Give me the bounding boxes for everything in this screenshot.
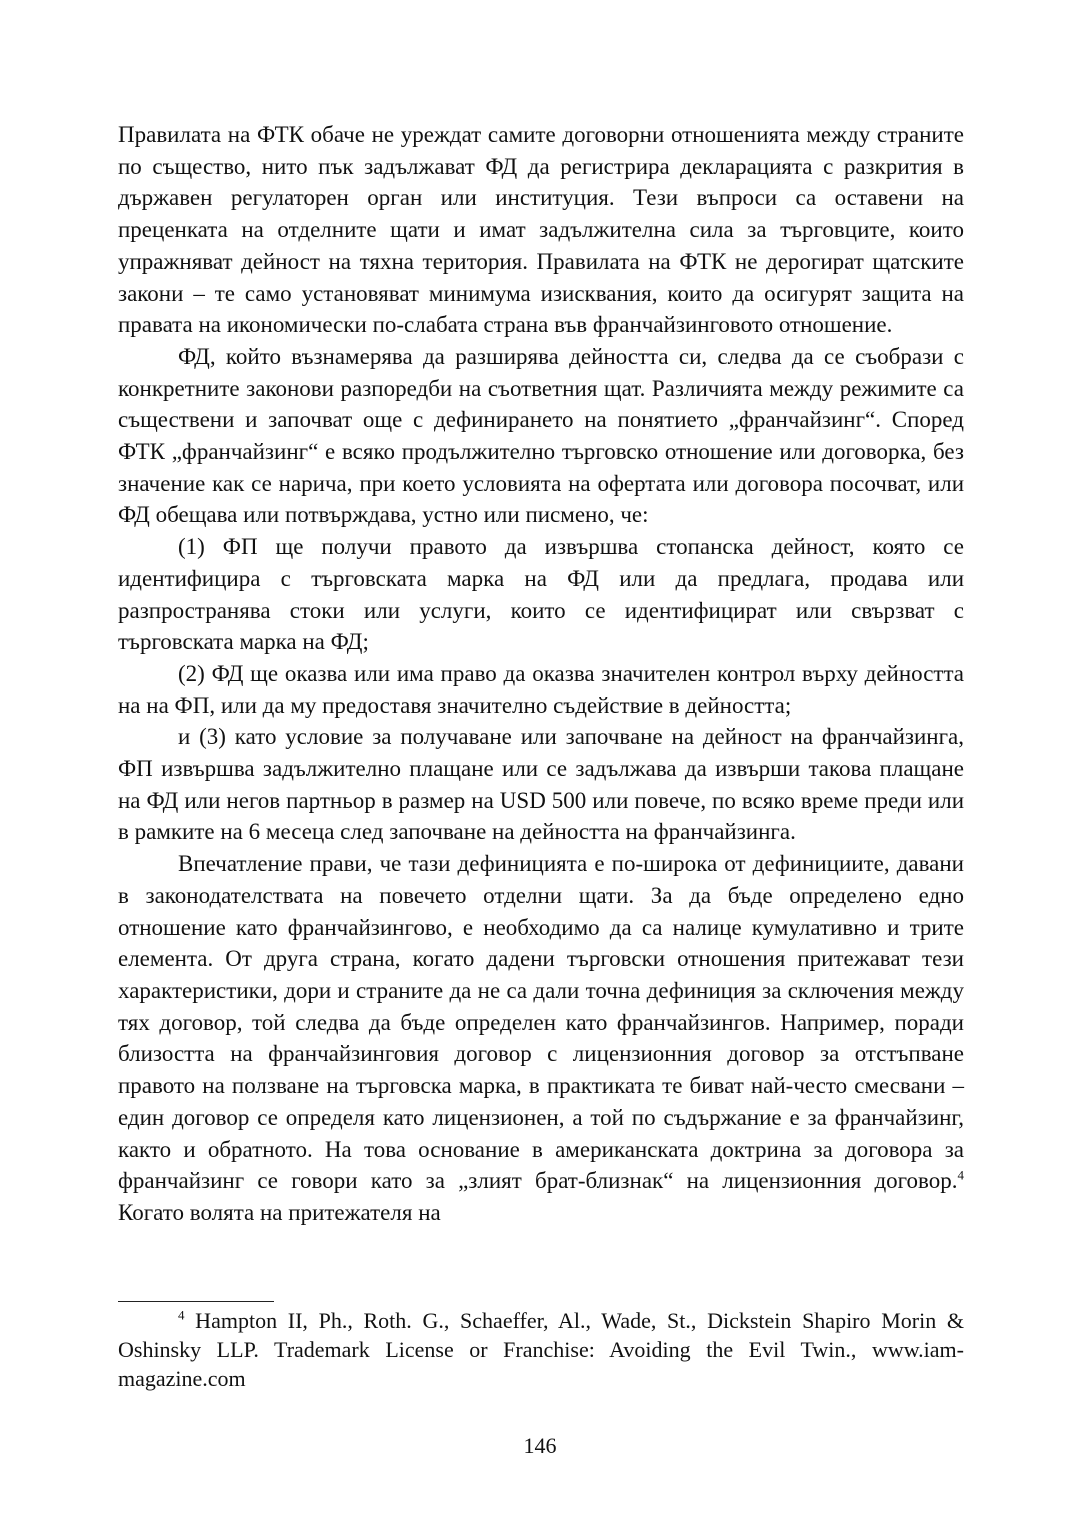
footnote-divider (118, 1301, 274, 1302)
body-text (118, 119, 964, 1229)
paragraph-condition-3: и (3) като условие за получаване или започване на дейност на франчайзинга, ФП извършва задължително плащане или се задължава да извърши такова плащане на ФД или негов партньор в размер на USD 500 или повече, по всяко време преди или в рамките на 6 месеца след започване на дейността на франчайзинга. (118, 724, 964, 845)
footnote-reference: 4 (957, 1167, 964, 1183)
paragraph-broad-definition-text: Впечатление прави, че тази дефиницията е по-широка от дефинициите, давани в законодателствата на повечето отделни щати. За да бъде определено едно отношение като франчайзингово, е необходимо да са налице кумулативно и трите елемента. От друга страна, когато дадени търговски отношения притежават тези характеристики, дори и страните да не са дали точна дефиниция за сключения между тях договор, той следва да бъде определен като франчайзингов. Например, поради близостта на франчайзинговия договор с лицензионния договор за отстъпване правото на ползване на търговска марка, в практиката те биват най-често смесвани – един договор се определя като лицензионен, а той по съдържание е за франчайзинг, както и обратното. На това основание в американската доктрина за договора за франчайзинг се говори като за „злият брат-близнак“ на лицензионния договор. (118, 851, 964, 1194)
paragraph-condition-2: (2) ФД ще оказва или има право да оказва значителен контрол върху дейността на на ФП, или да му предоставя значително съдействие в дейността; (118, 660, 964, 718)
footnote (118, 1306, 964, 1393)
page-number: 146 (523, 1433, 557, 1458)
paragraph-broad-definition (118, 848, 964, 1228)
paragraph-condition-1: (1) ФП ще получи правото да извършва стопанска дейност, която се идентифицира с търговската марка на ФД или да предлага, продава или разпространява стоки или услуги, които се идентифицират или свързват с търговската марка на ФД; (118, 534, 964, 655)
paragraph-franchise-definition: ФД, който възнамерява да разширява дейността си, следва да се съобрази с конкретните законови разпоредби на съответния щат. Различията между режимите са съществени и започват още с дефинирането на понятието „франчайзинг“. Според ФТК „франчайзинг“ е всяко продължително търговско отношение или договорка, без значение как се нарича, при което условията на офертата или договора посочват, или ФД обещава или потвърждава, устно или писмено, че: (118, 343, 964, 528)
paragraph-ftc-rules: Правилата на ФТК обаче не уреждат самите договорни отношенията между страните по същество, нито пък задължават ФД да регистрира декларацията с разкрития в държавен регулаторен орган или институция. Тези въпроси са оставени на преценката на отделните щати и имат задължителна сила за търговците, които упражняват дейност на тяхна територия. Правилата на ФТК не дерогират щатските закони – те само установяват минимума изисквания, които да осигурят защита на правата на икономически по-слабата страна във франчайзинговото отношение. (118, 122, 964, 338)
footnote-marker: 4 (178, 1307, 185, 1323)
footnote-text: Hampton II, Ph., Roth. G., Schaeffer, Al., Wade, St., Dickstein Shapiro Morin & Oshinsky LLP. Trademark License or Franchise: Avoiding the Evil Twin., www.iam-magazine.com (118, 1308, 964, 1391)
paragraph-broad-definition-tail: Когато волята на притежателя на (118, 1199, 441, 1225)
